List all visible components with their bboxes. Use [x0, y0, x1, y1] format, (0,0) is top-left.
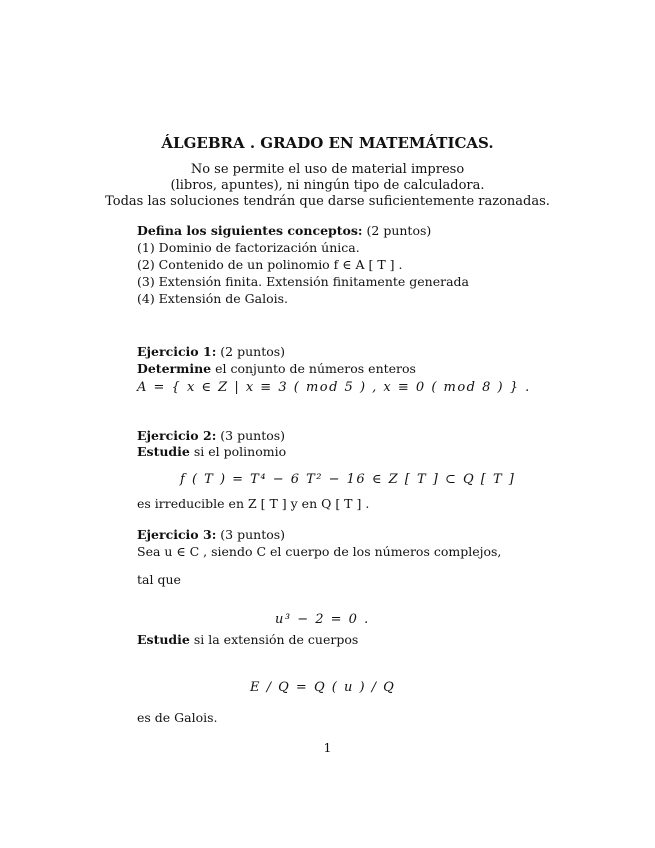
exercise-3-formula: u³ − 2 = 0 .	[275, 612, 370, 627]
concept-item-3: (3) Extensión finita. Extensión finitamente generada	[137, 274, 469, 289]
concept-item-1: (1) Dominio de factorización única.	[137, 240, 360, 255]
concept-item-4: (4) Extensión de Galois.	[137, 291, 289, 306]
concepts-header	[137, 223, 431, 238]
exercise-1-text: el conjunto de números enteros	[215, 361, 416, 376]
exercise-3-after: es de Galois.	[137, 710, 218, 725]
rule-line-3: Todas las soluciones tendrán que darse suficientemente razonadas.	[105, 194, 550, 209]
exercise-1-heading: Ejercicio 1:	[137, 344, 217, 359]
exam-title: ÁLGEBRA . GRADO EN MATEMÁTICAS.	[161, 134, 494, 152]
rule-line-1: No se permite el uso de material impreso	[190, 162, 465, 177]
concepts-points: (2 puntos)	[366, 223, 432, 238]
exercise-3-text-1: Sea u ∈ C , siendo C el cuerpo de los números complejos,	[137, 544, 502, 559]
exercise-1-header	[137, 344, 285, 359]
concepts-heading: Defina los siguientes conceptos:	[137, 223, 363, 238]
exercise-3-lead: Estudie	[137, 632, 190, 647]
exercise-3-text-3: si la extensión de cuerpos	[193, 632, 359, 647]
page-number: 1	[323, 740, 332, 755]
exercise-2-text: si el polinomio	[193, 444, 287, 459]
exercise-1-statement	[137, 361, 416, 376]
exercise-2-points: (3 puntos)	[220, 428, 286, 443]
exercise-1-points: (2 puntos)	[220, 344, 286, 359]
exercise-3-header	[137, 527, 285, 542]
exercise-1-lead: Determine	[137, 361, 212, 376]
exercise-1-formula: A = { x ∈ Z | x ≡ 3 ( mod 5 ) , x ≡ 0 ( mod 8 ) } .	[137, 380, 531, 395]
exercise-3-text-2: tal que	[137, 572, 181, 587]
exercise-2-statement	[137, 444, 286, 459]
exercise-2-after: es irreducible en Z [ T ] y en Q [ T ] .	[137, 496, 370, 511]
exercise-3-formula-2: E / Q = Q ( u ) / Q	[250, 680, 396, 695]
exercise-2-heading: Ejercicio 2:	[137, 428, 217, 443]
rule-line-2: (libros, apuntes), ni ningún tipo de calculadora.	[170, 178, 485, 193]
exercise-2-header	[137, 428, 285, 443]
exercise-3-points: (3 puntos)	[220, 527, 286, 542]
concept-item-2: (2) Contenido de un polinomio f ∈ A [ T ] .	[137, 257, 403, 272]
exercise-3-heading: Ejercicio 3:	[137, 527, 217, 542]
exercise-3-statement	[137, 632, 358, 647]
exercise-2-lead: Estudie	[137, 444, 190, 459]
exercise-2-formula: f ( T ) = T⁴ − 6 T² − 16 ∈ Z [ T ] ⊂ Q [ T ]	[180, 472, 516, 487]
